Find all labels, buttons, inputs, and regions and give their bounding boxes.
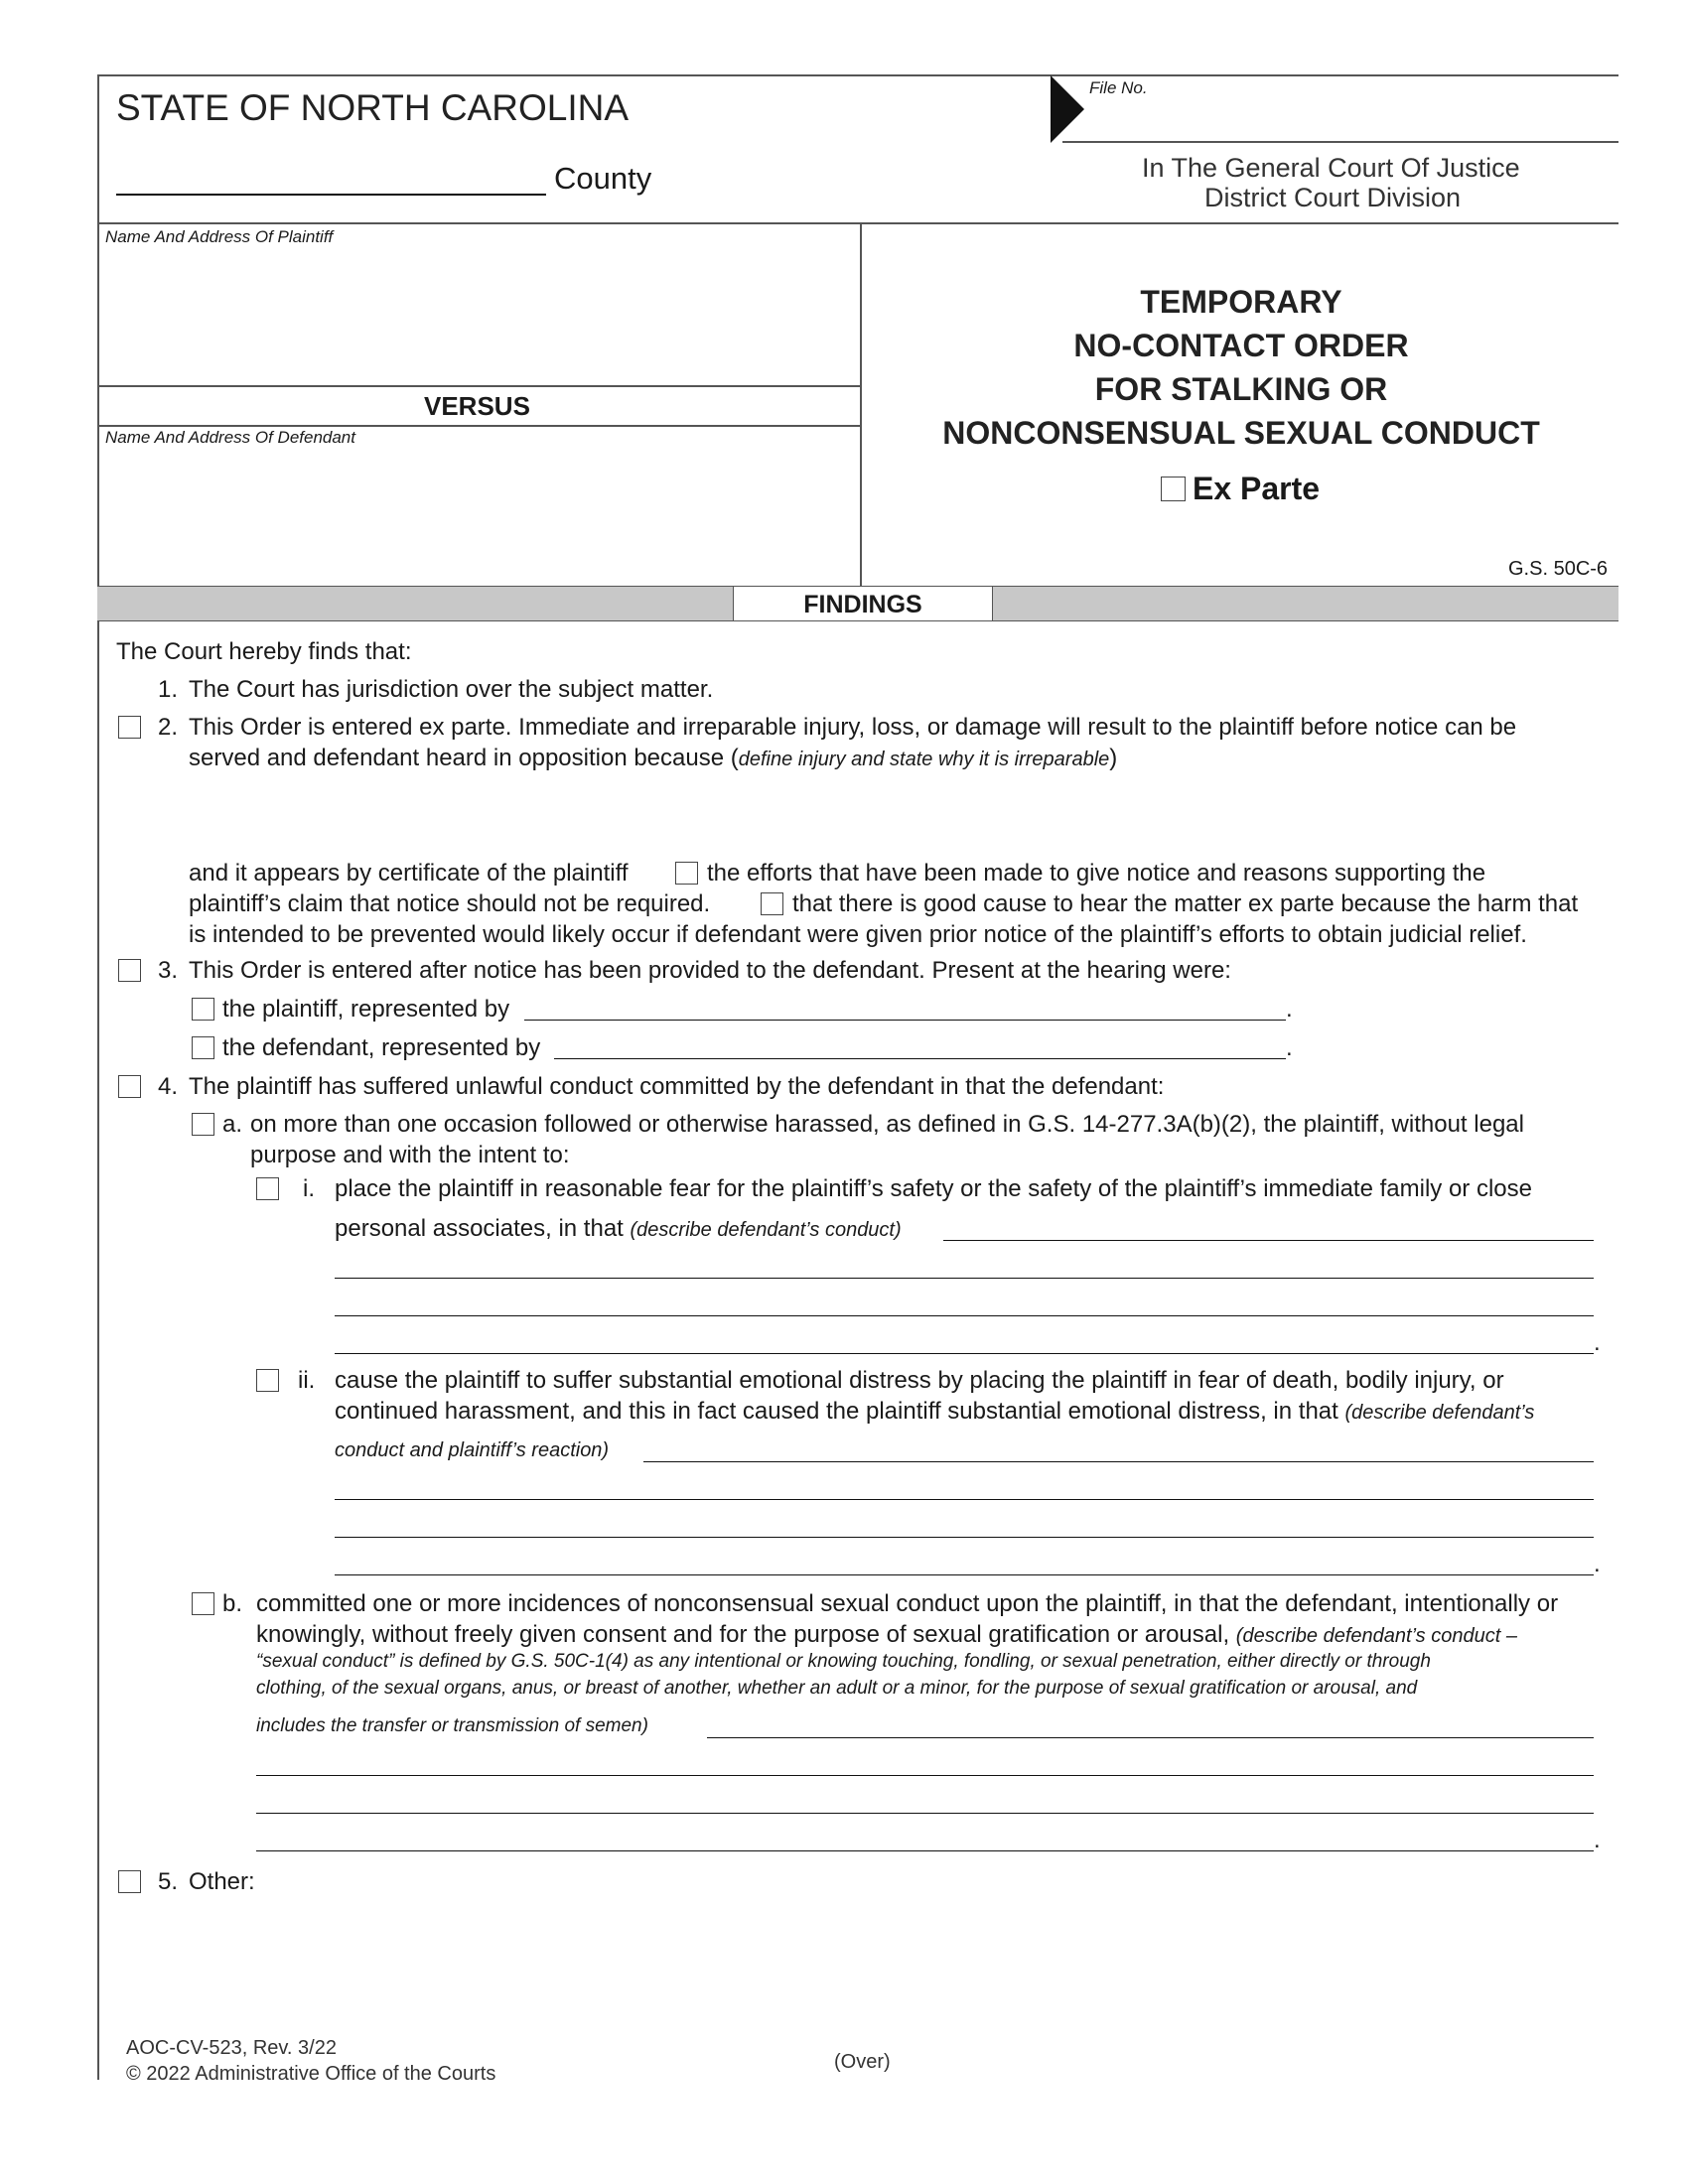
ex-parte-label: Ex Parte — [1193, 471, 1321, 506]
finding-4b-conduct-field-1[interactable] — [707, 1737, 1594, 1738]
file-no-arrow-icon — [1051, 75, 1084, 143]
finding-1-number: 1. — [158, 676, 179, 703]
finding-4a-i-instruction: (describe defendant’s conduct) — [630, 1219, 902, 1241]
finding-2-efforts-text: the efforts that have been made to give notice and reasons supporting the — [707, 860, 1486, 887]
finding-4b-instruction-4: includes the transfer or transmission of semen) — [256, 1715, 648, 1736]
finding-4a-ii-number: ii. — [298, 1367, 316, 1394]
finding-3-text: This Order is entered after notice has been provided to the defendant. Present at the hearing were: — [189, 957, 1231, 984]
finding-5-label: Other: — [189, 1868, 255, 1895]
county-label: County — [554, 161, 652, 196]
form-number: AOC-CV-523, Rev. 3/22 — [126, 2037, 337, 2059]
finding-2-instruction: define injury and state why it is irreparable — [738, 749, 1110, 770]
file-no-label: File No. — [1089, 78, 1148, 97]
finding-4a-ii-conduct-field-4[interactable] — [335, 1574, 1594, 1575]
finding-4a-checkbox[interactable] — [192, 1113, 214, 1136]
finding-4a-i-line-1: place the plaintiff in reasonable fear for the plaintiff’s safety or the safety of the plaintiff’s immediate family or close — [335, 1175, 1532, 1202]
finding-4b-instruction-2: “sexual conduct” is defined by G.S. 50C-1(4) as any intentional or knowing touching, fondling, or sexual penetration, either directly or through — [256, 1651, 1431, 1672]
present-plaintiff-label: the plaintiff, represented by — [222, 996, 510, 1023]
title-line-2: NO-CONTACT ORDER — [1073, 328, 1409, 363]
finding-2-checkbox[interactable] — [118, 716, 141, 739]
finding-4b-conduct-field-4[interactable] — [256, 1850, 1594, 1851]
finding-4b-instruction-3: clothing, of the sexual organs, anus, or breast of another, whether an adult or a minor, for the purpose of sexual gratification or arousal, and — [256, 1678, 1418, 1699]
finding-2-efforts-checkbox[interactable] — [675, 862, 698, 885]
finding-4-checkbox[interactable] — [118, 1075, 141, 1098]
finding-4b-line-2 — [256, 1621, 1517, 1649]
finding-4a-ii-line-2 — [335, 1398, 1534, 1426]
present-defendant-checkbox[interactable] — [192, 1036, 214, 1059]
finding-2-line-2 — [189, 745, 1117, 772]
title-line-3: FOR STALKING OR — [1094, 371, 1388, 407]
finding-4a-ii-conduct-field-1[interactable] — [643, 1461, 1594, 1462]
finding-4a-i-number: i. — [303, 1175, 315, 1202]
ex-parte-checkbox[interactable] — [1161, 477, 1186, 501]
finding-4a-letter: a. — [222, 1111, 243, 1138]
plaintiff-representative-field[interactable] — [524, 1020, 1286, 1021]
finding-2-good-cause-text: that there is good cause to hear the matter ex parte because the harm that — [792, 890, 1579, 917]
finding-4a-ii-period: . — [1594, 1551, 1601, 1577]
finding-3-number: 3. — [158, 957, 179, 984]
finding-4b-line-1: committed one or more incidences of nonconsensual sexual conduct upon the plaintiff, in that the defendant, intentionally or — [256, 1590, 1559, 1617]
finding-2-good-cause-checkbox[interactable] — [761, 892, 783, 915]
finding-4a-i-checkbox[interactable] — [256, 1177, 279, 1200]
title-line-1: TEMPORARY — [1140, 284, 1342, 320]
file-no-field[interactable] — [1087, 99, 1614, 137]
finding-4a-ii-checkbox[interactable] — [256, 1369, 279, 1392]
defendant-name-address-field[interactable] — [101, 451, 856, 582]
finding-4-text: The plaintiff has suffered unlawful conduct committed by the defendant in that the defendant: — [189, 1073, 1165, 1100]
finding-4a-line-2: purpose and with the intent to: — [250, 1142, 570, 1168]
finding-4b-conduct-field-2[interactable] — [256, 1775, 1594, 1776]
party-divider — [860, 222, 862, 586]
finding-4a-i-conduct-field-3[interactable] — [335, 1315, 1594, 1316]
finding-2-number: 2. — [158, 714, 179, 741]
findings-heading: FINDINGS — [733, 586, 993, 621]
finding-5-number: 5. — [158, 1868, 179, 1895]
top-border — [97, 74, 1618, 76]
finding-4b-checkbox[interactable] — [192, 1592, 214, 1615]
court-line-1: In The General Court Of Justice — [1142, 153, 1520, 183]
finding-2-claim-text: plaintiff’s claim that notice should not be required. — [189, 890, 711, 917]
finding-4a-ii-conduct-field-3[interactable] — [335, 1537, 1594, 1538]
copyright: © 2022 Administrative Office of the Courts — [126, 2063, 496, 2085]
finding-4a-ii-line-1: cause the plaintiff to suffer substantial emotional distress by placing the plaintiff in fear of death, bodily injury, or — [335, 1367, 1504, 1394]
defendant-rep-period: . — [1286, 1034, 1293, 1061]
plaintiff-rep-period: . — [1286, 996, 1293, 1023]
court-line-2: District Court Division — [1204, 183, 1462, 212]
finding-4b-conduct-field-3[interactable] — [256, 1813, 1594, 1814]
finding-4a-i-conduct-field-2[interactable] — [335, 1278, 1594, 1279]
finding-4b-instruction-1: (describe defendant’s conduct – — [1235, 1625, 1517, 1647]
finding-4a-i-conduct-field-1[interactable] — [943, 1240, 1594, 1241]
finding-5-other-field[interactable] — [263, 1866, 1594, 2015]
finding-2-certificate-text: and it appears by certificate of the plaintiff — [189, 860, 629, 887]
present-plaintiff-checkbox[interactable] — [192, 998, 214, 1021]
finding-4-number: 4. — [158, 1073, 179, 1100]
plaintiff-bottom-rule — [97, 385, 860, 387]
finding-2-harm-text: is intended to be prevented would likely occur if defendant were given prior notice of the plaintiff’s efforts to obtain judicial relief. — [189, 921, 1527, 948]
finding-4a-ii-conduct-field-2[interactable] — [335, 1499, 1594, 1500]
statute-label: G.S. 50C-6 — [1508, 558, 1609, 580]
form-title — [864, 280, 1618, 455]
finding-4a-line-1: on more than one occasion followed or otherwise harassed, as defined in G.S. 14-277.3A(b)(2), the plaintiff, without legal — [250, 1111, 1524, 1138]
versus-bottom-rule — [97, 425, 860, 427]
finding-4a-i-conduct-field-4[interactable] — [335, 1353, 1594, 1354]
finding-4a-i-line-2 — [335, 1215, 902, 1243]
state-title: STATE OF NORTH CAROLINA — [116, 87, 629, 128]
finding-2-line-2-text: served and defendant heard in opposition because ( — [189, 745, 739, 771]
finding-2-injury-field[interactable] — [189, 776, 1609, 860]
header-bottom-rule — [97, 222, 1618, 224]
title-line-4: NONCONSENSUAL SEXUAL CONDUCT — [942, 415, 1540, 451]
versus-label: VERSUS — [424, 391, 530, 421]
finding-1-text: The Court has jurisdiction over the subject matter. — [189, 676, 714, 703]
findings-intro: The Court hereby finds that: — [116, 638, 412, 665]
defendant-label: Name And Address Of Defendant — [105, 428, 355, 447]
finding-4a-i-period: . — [1594, 1329, 1601, 1356]
plaintiff-label: Name And Address Of Plaintiff — [105, 227, 334, 246]
county-name-line[interactable] — [116, 194, 546, 196]
finding-2-line-1: This Order is entered ex parte. Immediate and irreparable injury, loss, or damage will result to the plaintiff before notice can be — [189, 714, 1517, 741]
file-no-rule — [1062, 141, 1618, 143]
finding-4a-ii-instruction-1: (describe defendant’s — [1344, 1402, 1535, 1424]
finding-4b-period: . — [1594, 1827, 1601, 1853]
finding-3-checkbox[interactable] — [118, 959, 141, 982]
over-label: (Over) — [834, 2051, 891, 2073]
finding-2-line-2-close: ) — [1109, 745, 1118, 771]
finding-4b-line-2-text: knowingly, without freely given consent and for the purpose of sexual gratification or arousal, — [256, 1621, 1236, 1648]
finding-4a-ii-line-2-text: continued harassment, and this in fact caused the plaintiff substantial emotional distress, in that — [335, 1398, 1345, 1425]
finding-4b-letter: b. — [222, 1590, 243, 1617]
defendant-representative-field[interactable] — [554, 1058, 1286, 1059]
finding-4a-ii-instruction-2: conduct and plaintiff’s reaction) — [335, 1439, 610, 1461]
present-defendant-label: the defendant, represented by — [222, 1034, 541, 1061]
plaintiff-name-address-field[interactable] — [101, 250, 856, 381]
finding-4a-i-line-2-text: personal associates, in that — [335, 1215, 631, 1242]
left-border — [97, 74, 99, 2080]
finding-5-checkbox[interactable] — [118, 1870, 141, 1893]
